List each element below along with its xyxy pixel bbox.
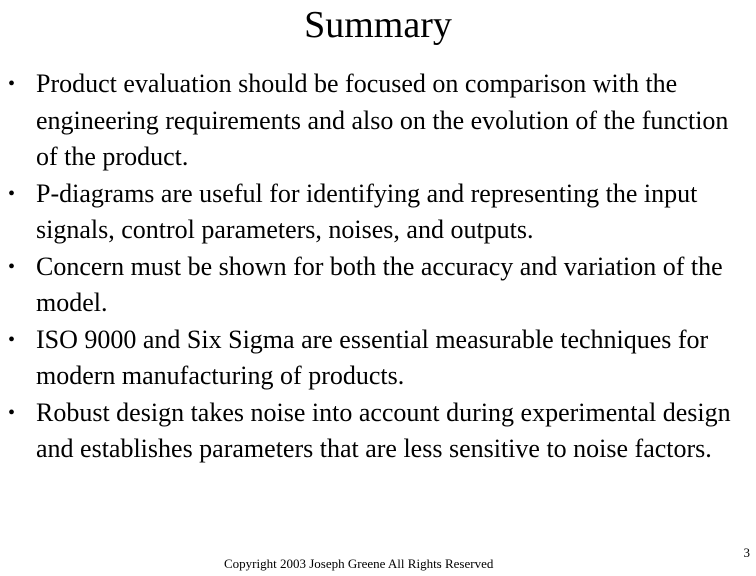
bullet-text: P-diagrams are useful for identifying and representing the input signals, control parameters, noises, and outputs. bbox=[36, 178, 698, 244]
copyright-footer: Copyright 2003 Joseph Greene All Rights Reserved bbox=[224, 556, 494, 571]
bullet-text: Robust design takes noise into account during experimental design and establishes parameters that are less sensitive to noise factors. bbox=[36, 397, 731, 463]
bullet-text: Product evaluation should be focused on comparison with the engineering requirements and also on the evolution of the function of the product. bbox=[36, 69, 729, 171]
bullet-item bbox=[0, 176, 756, 249]
bullet-list bbox=[0, 66, 756, 468]
bullet-icon: • bbox=[8, 255, 16, 278]
page-number: 3 bbox=[743, 545, 750, 560]
slide-title: Summary bbox=[304, 4, 452, 46]
bullet-icon: • bbox=[8, 401, 16, 424]
bullet-icon: • bbox=[8, 182, 16, 205]
bullet-item bbox=[0, 66, 756, 176]
bullet-item bbox=[0, 322, 756, 395]
bullet-icon: • bbox=[8, 73, 16, 95]
bullet-item bbox=[0, 249, 756, 322]
bullet-item bbox=[0, 395, 756, 468]
bullet-icon: • bbox=[8, 328, 16, 351]
bullet-text: ISO 9000 and Six Sigma are essential measurable techniques for modern manufacturing of products. bbox=[36, 324, 709, 390]
bullet-text: Concern must be shown for both the accuracy and variation of the model. bbox=[36, 251, 723, 317]
